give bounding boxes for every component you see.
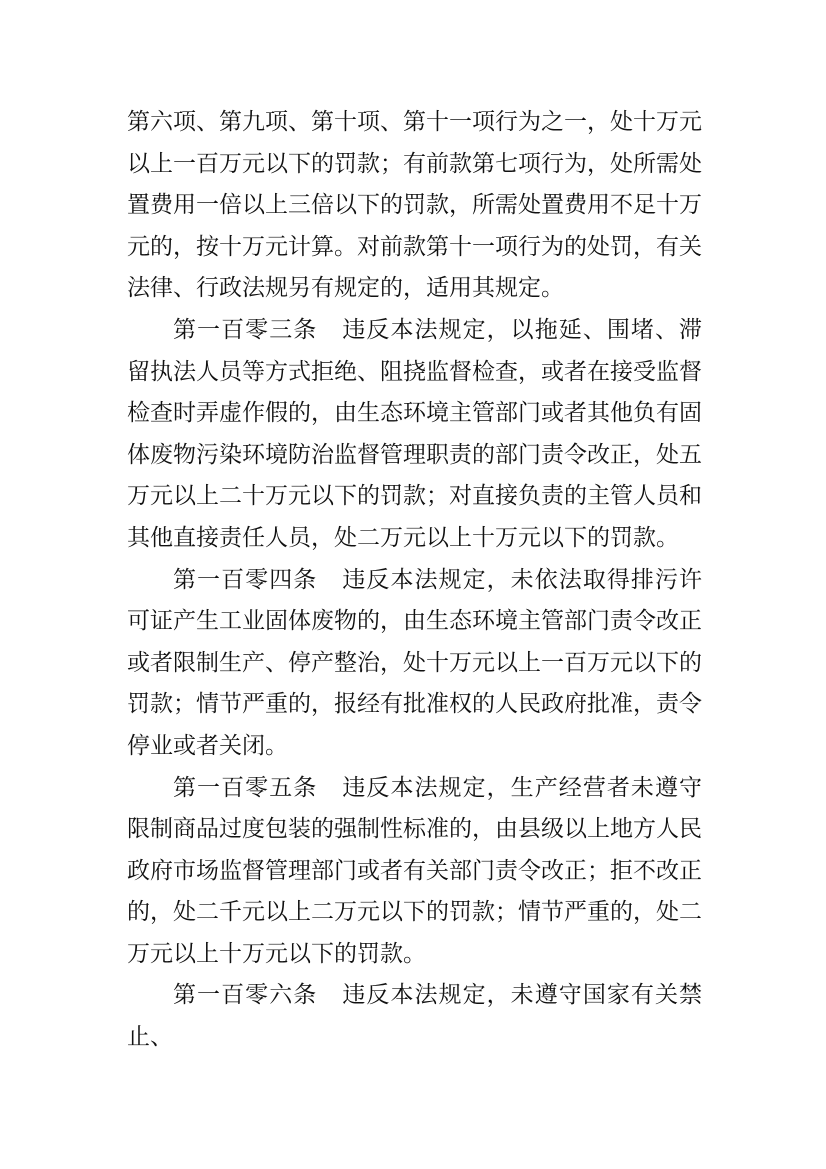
article-number: 第一百零三条 [173,316,318,343]
article-text: 违反本法规定，生产经营者未遵守限制商品过度包装的强制性标准的，由县级以上地方人民政府市场监督管理部门或者有关部门责令改正；拒不改正的，处二千元以上二万元以下的罚款；情节严重的，处二万元以上十万元以下的罚款。 [127,774,703,967]
article-106 [127,975,702,1058]
article-103 [127,310,702,560]
article-number: 第一百零五条 [173,774,318,801]
paragraph-continuation [127,102,702,310]
paragraph-text: 第六项、第九项、第十项、第十一项行为之一，处十万元以上一百万元以下的罚款；有前款第七项行为，处所需处置费用一倍以上三倍以下的罚款，所需处置费用不足十万元的，按十万元计算。对前款第十一项行为的处罚，有关法律、行政法规另有规定的，适用其规定。 [127,109,702,302]
article-104 [127,560,702,768]
article-number: 第一百零四条 [173,566,318,593]
article-text: 违反本法规定，以拖延、围堵、滞留执法人员等方式拒绝、阻挠监督检查，或者在接受监督检查时弄虚作假的，由生态环境主管部门或者其他负有固体废物污染环境防治监督管理职责的部门责令改正，处五万元以上二十万元以下的罚款；对直接负责的主管人员和其他直接责任人员，处二万元以上十万元以下的罚款。 [127,316,703,551]
document-page [127,102,702,1059]
article-text: 违反本法规定，未依法取得排污许可证产生工业固体废物的，由生态环境主管部门责令改正或者限制生产、停产整治，处十万元以上一百万元以下的罚款；情节严重的，报经有批准权的人民政府批准，责令停业或者关闭。 [127,566,703,759]
article-105 [127,768,702,976]
article-text: 违反本法规定，未遵守国家有关禁止、 [127,982,703,1051]
article-number: 第一百零六条 [173,982,318,1009]
